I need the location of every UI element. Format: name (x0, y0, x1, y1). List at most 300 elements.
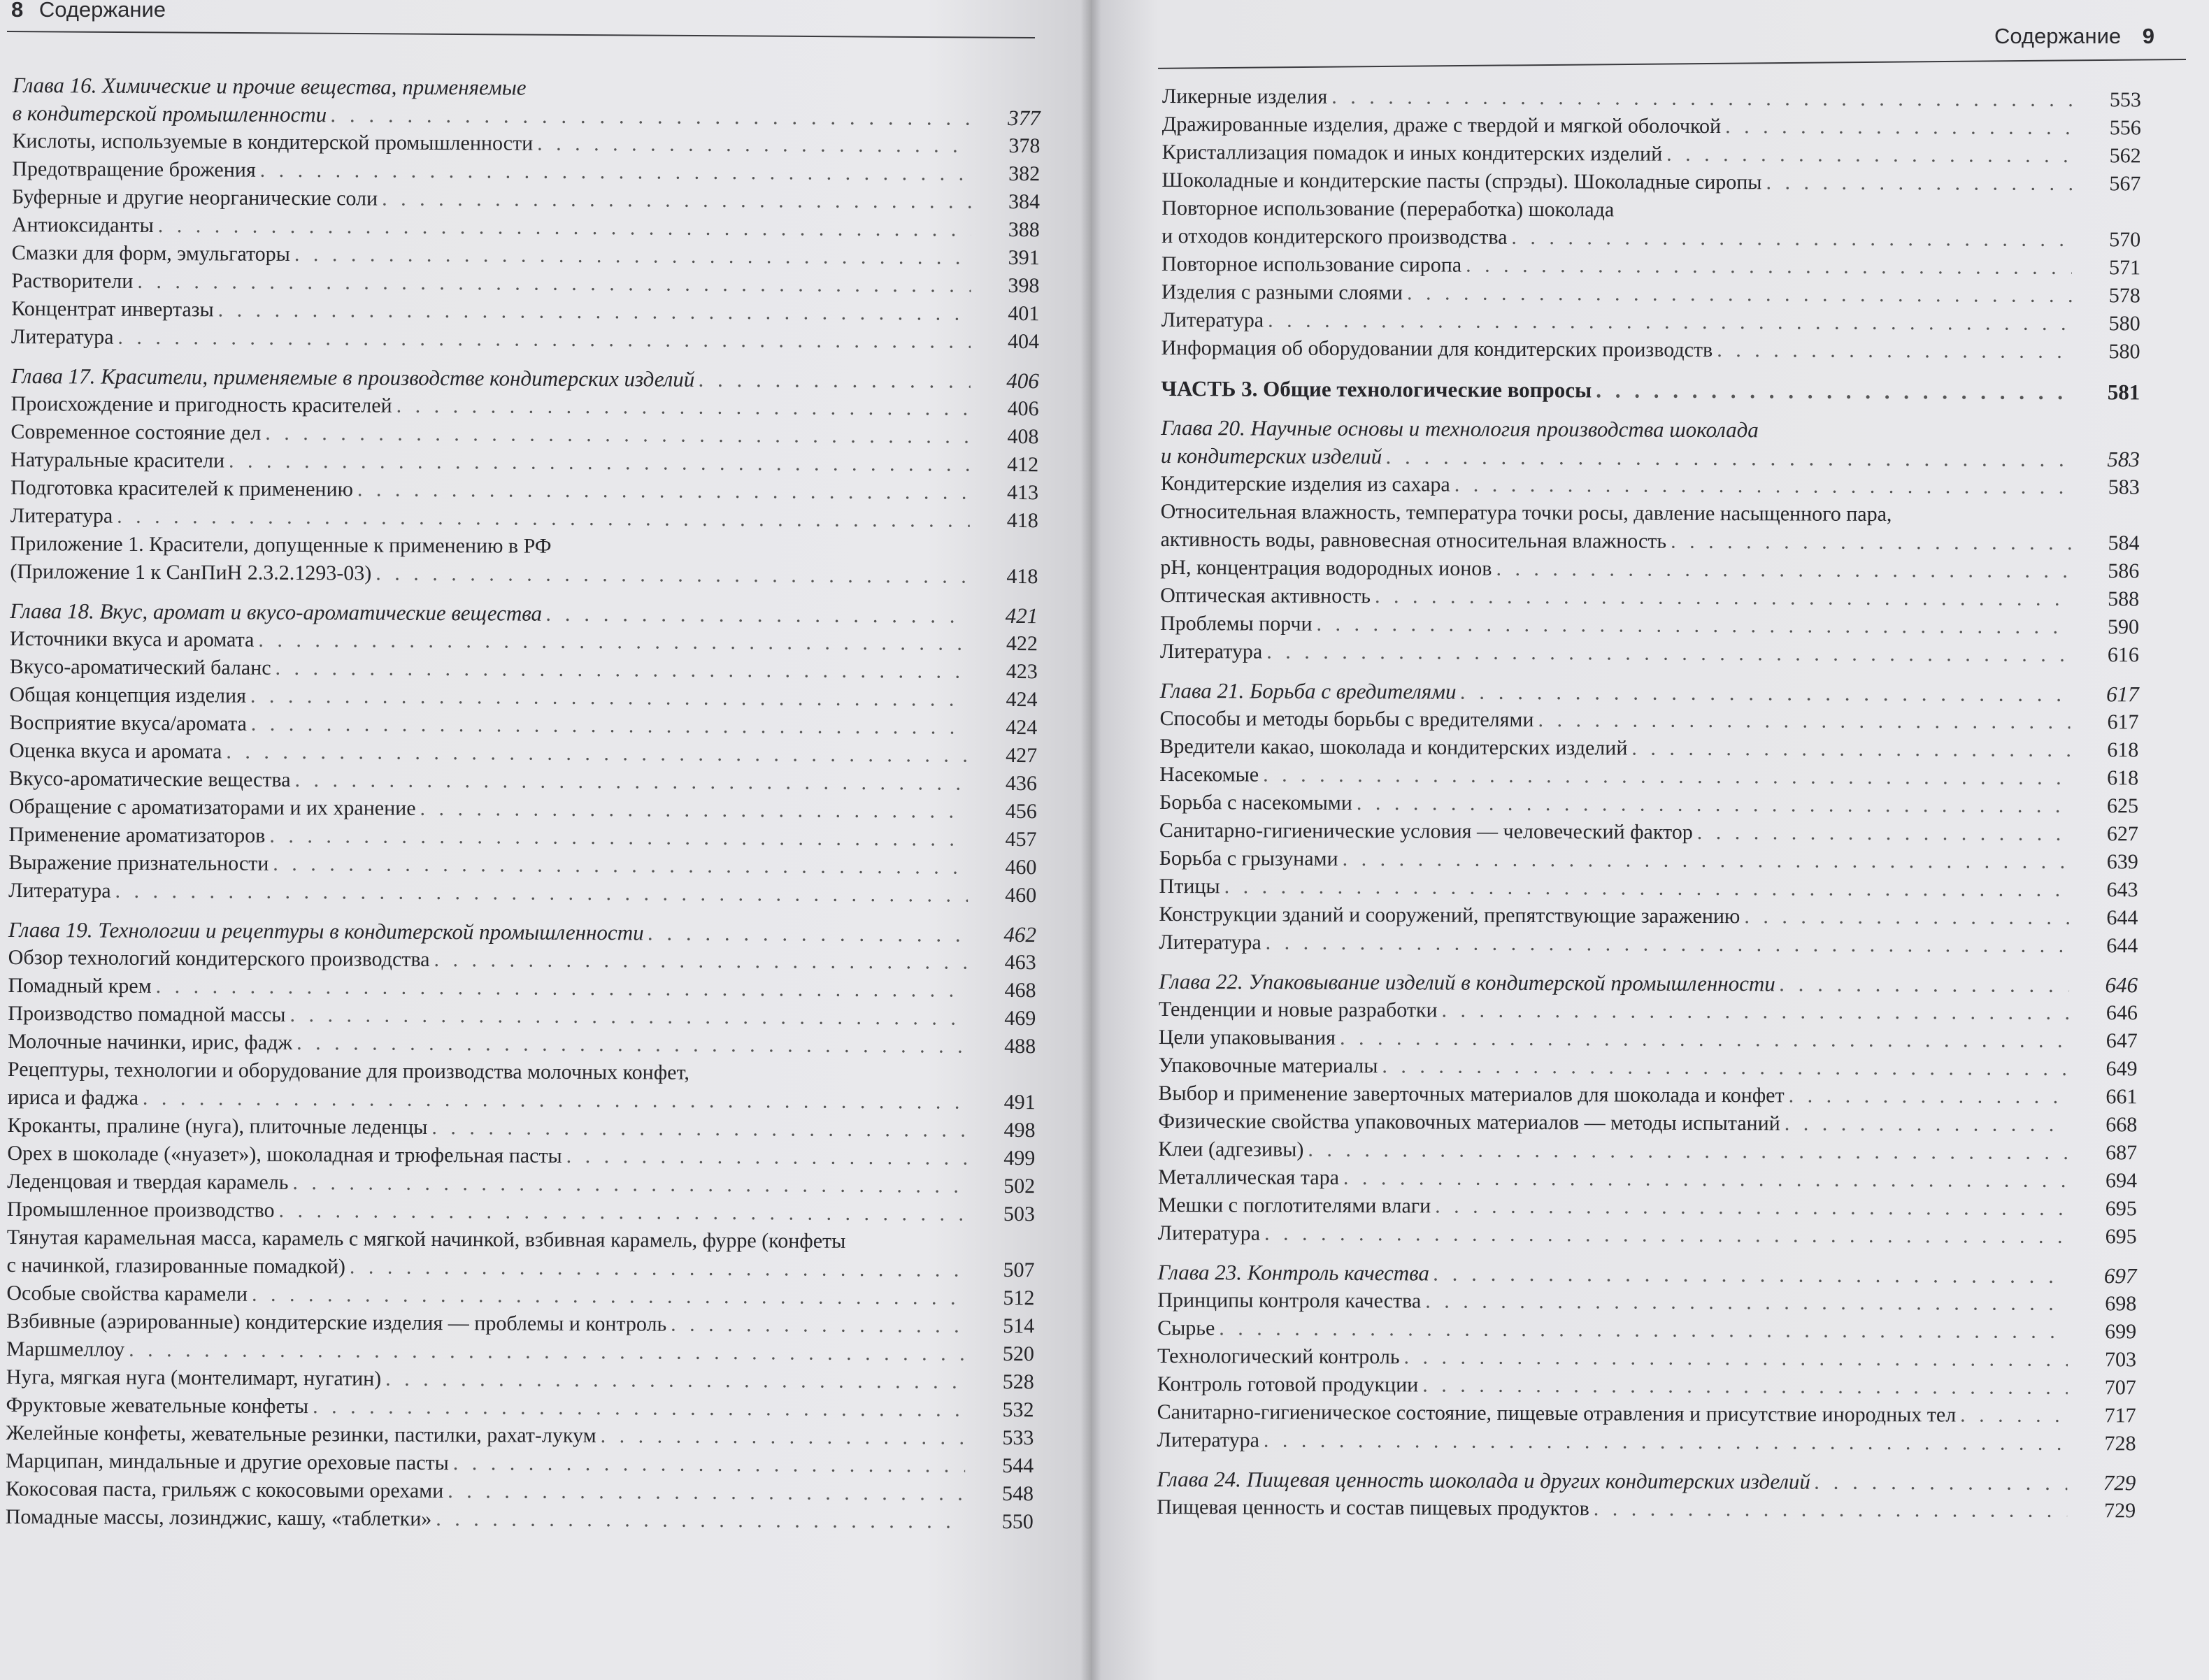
leader-dots (537, 136, 971, 154)
leader-dots (1224, 879, 2070, 898)
entry-title: Литература (10, 503, 113, 528)
leader-dots (1442, 1003, 2069, 1021)
toc-entry[interactable] (6, 1307, 1034, 1340)
entry-title-continued: активность воды, равновесная относительная влажность (1160, 527, 1667, 553)
entry-title: Тянутая карамельная масса, карамель с мягкой начинкой, взбивная карамель, фурре (конфеты (6, 1225, 846, 1253)
page-number: 625 (2106, 794, 2139, 818)
leader-dots (671, 1317, 966, 1334)
toc-entry[interactable] (10, 558, 1038, 591)
chapter-heading[interactable] (1160, 677, 2139, 708)
toc-entry[interactable] (11, 295, 1039, 328)
toc-entry[interactable] (1161, 334, 2140, 366)
entry-title: Упаковочные материалы (1158, 1053, 1378, 1078)
entry-title: Взбивные (аэрированные) кондитерские изделия — проблемы и контроль (6, 1309, 667, 1336)
leader-dots (251, 717, 969, 735)
page-number: 567 (2109, 172, 2141, 196)
page-number: 384 (1008, 189, 1041, 214)
leader-dots (1785, 1116, 2069, 1133)
toc-entry[interactable] (1160, 638, 2139, 669)
entry-title: Производство помадной массы (8, 1001, 286, 1026)
page-number: 586 (2108, 559, 2140, 583)
page-number: 388 (1008, 217, 1040, 242)
leader-dots (1357, 796, 2070, 814)
entry-title: Смазки для форм, эмульгаторы (11, 240, 290, 266)
entry-title: Особые свойства карамели (6, 1281, 248, 1306)
toc-entry[interactable] (1160, 526, 2139, 557)
page-number: 404 (1007, 329, 1040, 354)
entry-title: Литература (10, 324, 114, 349)
toc-entry[interactable] (1162, 82, 2141, 114)
page-number: 421 (1005, 603, 1038, 629)
entry-title: Помадные массы, лозинджис, кашу, «таблетки» (5, 1505, 432, 1530)
page-number: 695 (2105, 1197, 2137, 1221)
entry-title: Литература (1161, 308, 1264, 332)
part-heading[interactable] (1161, 375, 2140, 406)
leader-dots (289, 1007, 967, 1026)
toc-entry[interactable] (12, 183, 1040, 216)
toc-entry[interactable] (10, 474, 1038, 507)
leader-dots (1780, 976, 2069, 993)
leader-dots (117, 330, 971, 350)
leader-dots (1407, 285, 2072, 303)
leader-dots (129, 1342, 966, 1362)
entry-title-continued: в кондитерской промышленности (12, 100, 327, 127)
entry-title: Насекомые (1159, 762, 1259, 787)
leader-dots (252, 1287, 966, 1306)
leader-dots (1425, 1293, 2068, 1312)
page-number: 553 (2109, 88, 2141, 112)
entry-title: Глава 24. Пищевая ценность шоколада и других кондитерских изделий (1157, 1466, 1810, 1494)
page-number: 427 (1006, 743, 1038, 768)
leader-dots (1343, 1170, 2068, 1189)
toc-entry[interactable] (1161, 306, 2140, 338)
leader-dots (601, 1428, 966, 1446)
page-number: 550 (1001, 1509, 1034, 1534)
leader-dots (448, 1484, 965, 1502)
page-number: 491 (1003, 1090, 1036, 1114)
toc-entry[interactable] (1159, 789, 2138, 820)
leader-dots (1511, 230, 2072, 247)
toc-entry[interactable] (1161, 222, 2140, 254)
left-running-head (11, 0, 166, 22)
entry-title: Происхождение и пригодность красителей (10, 392, 392, 417)
toc-entry[interactable] (1159, 705, 2138, 736)
leader-dots (436, 1512, 965, 1530)
entry-title: Шоколадные и кондитерские пасты (спрэды). Шоколадные сиропы (1161, 168, 1762, 194)
entry-title: Информация об оборудовании для кондитерских производств (1161, 336, 1713, 362)
leader-dots (1496, 561, 2071, 579)
leader-dots (313, 1399, 966, 1418)
entry-title: ЧАСТЬ 3. Общие технологические вопросы (1161, 375, 1592, 403)
toc-entry[interactable] (1159, 845, 2138, 876)
entry-title: Технологический контроль (1157, 1344, 1400, 1369)
page-number: 424 (1006, 715, 1038, 740)
entry-title: Глава 21. Борьба с вредителями (1159, 677, 1457, 704)
leader-dots (382, 192, 971, 210)
right-toc-list (1157, 82, 2141, 1525)
toc-entry[interactable] (1159, 761, 2138, 792)
toc-entry[interactable] (1159, 1051, 2138, 1083)
page-number: 533 (1002, 1426, 1034, 1450)
entry-title: Пищевая ценность и состав пищевых продуктов (1157, 1495, 1589, 1521)
page-number: 382 (1008, 161, 1041, 186)
toc-entry[interactable] (1158, 1191, 2137, 1223)
toc-entry[interactable] (8, 849, 1036, 882)
toc-entry[interactable] (1157, 1398, 2136, 1430)
page-number: 728 (2104, 1432, 2136, 1456)
page-number: 436 (1005, 771, 1038, 796)
entry-title: Клеи (адгезивы) (1158, 1137, 1304, 1161)
page-number: 668 (2106, 1113, 2138, 1137)
entry-title: Растворители (11, 268, 134, 293)
page-number: 391 (1008, 245, 1040, 270)
entry-title: Фруктовые жевательные конфеты (6, 1393, 309, 1419)
leader-dots (385, 1372, 966, 1390)
toc-entry[interactable] (1157, 1493, 2136, 1525)
entry-title: Рецептуры, технологии и оборудование для производства молочных конфет, (7, 1057, 689, 1084)
page-number: 729 (2104, 1499, 2136, 1523)
entry-title: Подготовка красителей к применению (10, 475, 354, 501)
toc-entry[interactable] (1161, 470, 2140, 501)
right-running-title: Содержание (1994, 24, 2122, 48)
entry-title: Кондитерские изделия из сахара (1160, 471, 1450, 496)
entry-title: Глава 20. Научные основы и технология производства шоколада (1161, 415, 1759, 443)
toc-entry[interactable] (1157, 1314, 2136, 1346)
toc-entry[interactable] (11, 323, 1039, 356)
entry-title: Литература (1159, 639, 1263, 663)
left-page (0, 0, 1091, 1680)
leader-dots (1317, 617, 2071, 635)
leader-dots (1264, 1226, 2068, 1244)
page-number: 398 (1008, 273, 1040, 298)
left-page-number: 8 (11, 0, 24, 22)
entry-title: Борьба с насекомыми (1159, 790, 1352, 815)
toc-entry[interactable] (1159, 1024, 2138, 1055)
toc-entry[interactable] (1160, 554, 2139, 585)
entry-title: Повторное использование (переработка) шоколада (1161, 196, 1615, 222)
page-number: 406 (1006, 368, 1039, 394)
toc-entry[interactable] (1159, 873, 2138, 904)
chapter-heading[interactable] (1159, 968, 2138, 999)
page-number: 618 (2107, 766, 2139, 790)
page-number: 699 (2105, 1320, 2137, 1344)
toc-entry[interactable] (1158, 1219, 2137, 1251)
entry-title: Повторное использование сиропа (1161, 252, 1462, 277)
entry-title: Оптическая активность (1160, 583, 1371, 608)
toc-entry[interactable] (6, 1503, 1034, 1536)
entry-title: Кислоты, используемые в кондитерской промышленности (12, 129, 534, 155)
leader-dots (1422, 1377, 2068, 1395)
leader-dots (1266, 935, 2070, 954)
page-number: 717 (2104, 1404, 2136, 1428)
page-number: 502 (1003, 1174, 1036, 1198)
entry-title: Маршмеллоу (6, 1337, 125, 1361)
toc-entry[interactable] (1159, 817, 2138, 848)
toc-entry[interactable] (1157, 1342, 2136, 1374)
entry-title: Физические свойства упаковочных материалов — методы испытаний (1158, 1109, 1780, 1135)
page-number: 468 (1004, 978, 1036, 1003)
leader-dots (294, 247, 971, 266)
leader-dots (1666, 147, 2073, 164)
page-number: 469 (1004, 1006, 1036, 1031)
toc-entry[interactable] (1162, 138, 2141, 170)
toc-entry[interactable] (1162, 110, 2141, 142)
chapter-heading[interactable] (1157, 1465, 2136, 1497)
leader-dots (226, 745, 968, 763)
page-number: 406 (1007, 396, 1039, 421)
page-number: 695 (2105, 1225, 2137, 1249)
toc-entry-line1 (1161, 498, 2140, 529)
leader-dots (648, 925, 968, 942)
toc-entry[interactable] (1159, 733, 2138, 764)
entry-title: Мешки с поглотителями влаги (1157, 1193, 1431, 1218)
entry-title: Санитарно-гигиеническое состояние, пищевые отравления и присутствие инородных тел (1157, 1400, 1957, 1427)
page-number: 578 (2108, 284, 2140, 308)
toc-entry[interactable] (1158, 1107, 2137, 1139)
entry-title: Изделия с разными слоями (1161, 280, 1403, 305)
leader-dots (376, 566, 969, 584)
toc-entry[interactable] (1159, 928, 2138, 960)
leader-dots (137, 274, 971, 294)
entry-title: Способы и методы борьбы с вредителями (1159, 706, 1534, 732)
page-number: 698 (2105, 1292, 2137, 1316)
toc-entry[interactable] (1160, 582, 2139, 613)
right-header-rule (1158, 59, 2186, 69)
leader-dots (1404, 1349, 2068, 1367)
page-number: 548 (1001, 1481, 1034, 1506)
page-number: 456 (1005, 799, 1037, 824)
entry-title: Общая концепция изделия (9, 682, 247, 708)
entry-title-continued: (Приложение 1 к СанПиН 2.3.2.1293-03) (10, 559, 372, 585)
leader-dots (1789, 1088, 2069, 1105)
page-number: 378 (1008, 134, 1041, 158)
leader-dots (453, 1456, 965, 1474)
leader-dots (1466, 258, 2072, 275)
right-page-number: 9 (2142, 24, 2154, 48)
leader-dots (296, 1035, 967, 1054)
page-number: 556 (2109, 116, 2141, 140)
toc-entry[interactable] (1158, 1079, 2137, 1111)
page-number: 584 (2108, 531, 2140, 555)
entry-title: Вкусо-ароматические вещества (8, 766, 291, 791)
leader-dots (269, 828, 968, 847)
leader-dots (396, 399, 971, 417)
page-number: 460 (1005, 855, 1037, 880)
entry-title: Орех в шоколаде («нуазет»), шоколадная и трюфельная пасты (7, 1141, 562, 1168)
toc-entry[interactable] (1161, 166, 2140, 198)
entry-title: Молочные начинки, ирис, фадж (8, 1029, 293, 1054)
entry-title: Птицы (1159, 874, 1220, 898)
page-number: 646 (2105, 972, 2138, 998)
leader-dots (117, 509, 970, 529)
toc-entry[interactable] (1161, 250, 2140, 282)
page-number: 583 (2107, 447, 2140, 472)
entry-title: Антиоксиданты (11, 213, 154, 237)
leader-dots (143, 1091, 967, 1110)
leader-dots (431, 1120, 966, 1138)
leader-dots (292, 1175, 966, 1194)
page-number: 462 (1003, 921, 1036, 947)
entry-title: Литература (1157, 1428, 1260, 1452)
leader-dots (1435, 1199, 2068, 1216)
leader-dots (258, 633, 969, 652)
toc-entry[interactable] (1160, 610, 2139, 641)
page-number: 580 (2108, 340, 2140, 364)
leader-dots (1594, 1501, 2067, 1519)
entry-title: Обращение с ароматизаторами и их хранение (8, 794, 416, 820)
entry-title: Тенденции и новые разработки (1158, 997, 1438, 1022)
toc-entry[interactable] (1161, 442, 2140, 473)
entry-title: Оценка вкуса и аромата (9, 738, 222, 763)
leader-dots (260, 163, 972, 182)
entry-title-continued: и кондитерских изделий (1160, 443, 1382, 469)
toc-entry[interactable] (1161, 278, 2140, 310)
leader-dots (1766, 175, 2072, 192)
entry-title: Кокосовая паста, грильяж с кокосовыми орехами (5, 1477, 444, 1503)
entry-title: pH, концентрация водородных ионов (1160, 555, 1492, 580)
entry-title: Дражированные изделия, драже с твердой и мягкой оболочкой (1161, 112, 1722, 138)
page-number: 627 (2106, 822, 2138, 846)
toc-entry[interactable] (8, 944, 1036, 977)
toc-entry[interactable] (1158, 1163, 2137, 1195)
leader-dots (1434, 1266, 2068, 1284)
right-page (1091, 0, 2209, 1680)
entry-title: Глава 17. Красители, применяемые в производстве кондитерских изделий (10, 363, 695, 392)
page-number: 401 (1008, 301, 1040, 326)
entry-title: Глава 23. Контроль качества (1157, 1259, 1430, 1286)
leader-dots (229, 454, 970, 473)
toc-entry[interactable] (1157, 1370, 2136, 1402)
leader-dots (1960, 1407, 2068, 1423)
toc-entry[interactable] (1157, 1286, 2136, 1318)
leader-dots (546, 606, 969, 624)
leader-dots (265, 426, 970, 445)
toc-entry[interactable] (1159, 900, 2138, 932)
leader-dots (1219, 1321, 2068, 1340)
leader-dots (1725, 119, 2073, 136)
page-number: 408 (1007, 424, 1039, 449)
page-number: 512 (1003, 1286, 1035, 1310)
page-number: 498 (1003, 1118, 1036, 1142)
toc-entry-line1 (8, 1056, 1036, 1089)
toc-entry[interactable] (12, 239, 1040, 272)
entry-title: Литература (1157, 1221, 1261, 1245)
page-number: 570 (2109, 228, 2141, 252)
page-number: 590 (2107, 615, 2140, 639)
entry-title: Сырье (1157, 1316, 1215, 1340)
leader-dots (1697, 825, 2070, 842)
entry-title: Конструкции зданий и сооружений, препятствующие заражению (1159, 902, 1740, 928)
page-number: 460 (1005, 883, 1037, 907)
leader-dots (250, 689, 969, 708)
leader-dots (1386, 449, 2071, 467)
entry-title: Желейные конфеты, жевательные резинки, пастилки, рахат-лукум (6, 1421, 596, 1448)
entry-title-continued: ириса и фаджа (7, 1085, 139, 1110)
page-number: 488 (1004, 1034, 1036, 1058)
entry-title: Глава 18. Вкус, аромат и вкусо-ароматические вещества (10, 598, 543, 626)
entry-title: Современное состояние дел (10, 419, 262, 445)
page-number: 694 (2105, 1169, 2138, 1193)
page-number: 463 (1004, 950, 1036, 975)
entry-title: Принципы контроля качества (1157, 1288, 1422, 1313)
left-toc-list (6, 60, 1041, 1536)
leader-dots (1340, 1031, 2069, 1049)
entry-title: Применение ароматизаторов (8, 822, 266, 847)
entry-title: Источники вкуса и аромата (9, 626, 255, 652)
page-number: 644 (2106, 906, 2138, 930)
entry-title: Борьба с грызунами (1159, 846, 1338, 870)
leader-dots (1454, 478, 2071, 495)
page-number: 617 (2106, 682, 2139, 707)
leader-dots (1375, 589, 2071, 607)
leader-dots (156, 979, 968, 998)
page-number: 687 (2106, 1141, 2138, 1165)
entry-title: Относительная влажность, температура точки росы, давление насыщенного пара, (1160, 499, 1892, 526)
toc-entry[interactable] (1158, 1135, 2137, 1167)
page-number: 499 (1003, 1146, 1036, 1170)
entry-title: Вредители какао, шоколада и кондитерских изделий (1159, 734, 1628, 760)
page-number: 646 (2106, 1001, 2138, 1025)
page-number: 544 (1002, 1453, 1034, 1478)
toc-entry-line1 (1161, 194, 2140, 226)
page-number: 418 (1006, 508, 1038, 533)
entry-title: Контроль готовой продукции (1157, 1372, 1419, 1397)
page-number: 562 (2109, 144, 2141, 168)
entry-title: Санитарно-гигиенические условия — человеческий фактор (1159, 818, 1693, 844)
page-number: 649 (2106, 1057, 2138, 1081)
leader-dots (699, 372, 971, 389)
leader-dots (1460, 684, 2070, 702)
page-number: 571 (2108, 256, 2141, 280)
leader-dots (1268, 313, 2072, 331)
page-number: 412 (1007, 452, 1039, 477)
left-running-title: Содержание (38, 0, 166, 22)
leader-dots (357, 482, 970, 500)
toc-entry[interactable] (8, 877, 1036, 910)
leader-dots (1717, 343, 2071, 359)
page-number: 581 (2107, 380, 2140, 405)
page-number: 520 (1002, 1342, 1035, 1366)
toc-entry[interactable] (1157, 1426, 2136, 1458)
leader-dots (1671, 534, 2071, 551)
page-number: 514 (1003, 1314, 1035, 1338)
page-number: 616 (2107, 643, 2139, 667)
page-number: 618 (2107, 738, 2139, 762)
entry-title: Марципан, миндальные и другие ореховые пасты (6, 1449, 449, 1475)
entry-title: Предотвращение брожения (12, 157, 256, 182)
toc-entry[interactable] (1159, 996, 2138, 1027)
entry-title: Выбор и применение заверточных материалов для шоколада и конфет (1158, 1081, 1785, 1107)
leader-dots (273, 856, 968, 875)
page-number: 617 (2107, 710, 2139, 734)
page-number: 507 (1003, 1258, 1035, 1282)
entry-title: Буферные и другие неорганические соли (11, 185, 378, 210)
chapter-heading[interactable] (1157, 1258, 2136, 1290)
leader-dots (279, 1203, 966, 1222)
left-header-rule (7, 31, 1035, 38)
page-number: 588 (2108, 587, 2140, 611)
entry-title: Промышленное производство (6, 1197, 275, 1222)
page-number: 424 (1006, 687, 1038, 712)
page-number: 422 (1006, 631, 1038, 656)
leader-dots (1331, 89, 2073, 108)
page-number: 377 (1008, 105, 1041, 131)
entry-title: Литература (8, 878, 111, 903)
leader-dots (295, 773, 969, 791)
leader-dots (276, 661, 969, 680)
entry-title: Концентрат инвертазы (11, 296, 214, 322)
entry-title: Кристаллизация помадок и иных кондитерских изделий (1161, 140, 1663, 166)
